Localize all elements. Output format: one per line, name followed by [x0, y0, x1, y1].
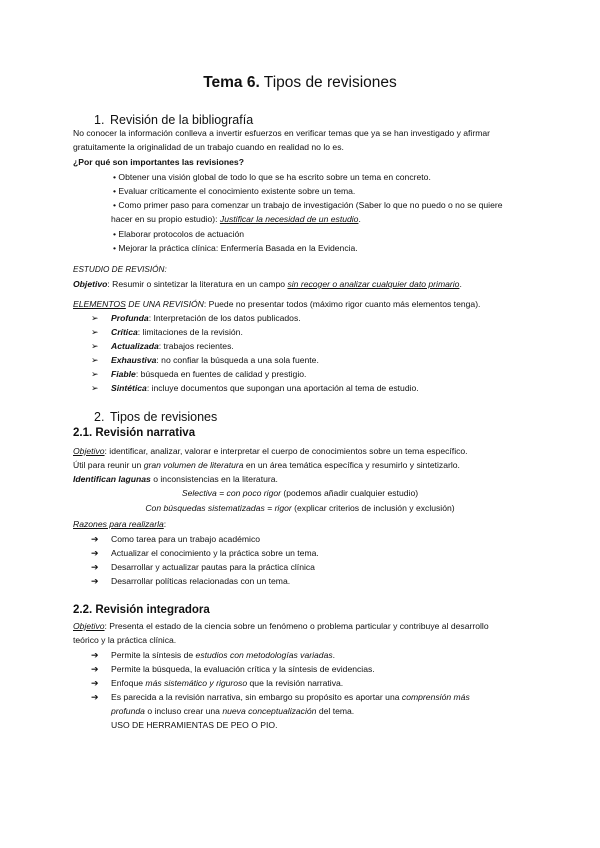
narrativa-selectiva: Selectiva = con poco rigor (podemos añadir cualquier estudio) [181, 488, 419, 498]
page-title [0, 74, 600, 92]
elementos-line: ELEMENTOS DE UNA REVISIÓN: Puede no presentar todos (máximo rigor cuanto más elementos tenga). [73, 299, 481, 309]
estudio-label: ESTUDIO DE REVISIÓN: [73, 265, 167, 274]
integradora-item-1: ➔ Permite la síntesis de estudios con metodologías variadas. [91, 650, 336, 660]
title-bold: Tema 6. [203, 74, 260, 91]
arrow-icon: ➢ [91, 369, 99, 379]
integradora-item-2: ➔ Permite la búsqueda, la evaluación crítica y la síntesis de evidencias. [91, 664, 375, 674]
objetivo-line: Objetivo: Resumir o sintetizar la literatura en un campo sin recoger o analizar cualquier dato primario. [73, 279, 462, 289]
bullet-3: • Como primer paso para comenzar un trabajo de investigación (Saber lo que no puedo o no se quiere [113, 200, 503, 210]
intro-line-2: gratuitamente la originalidad de un trabajo cuando en realidad no lo es. [73, 142, 344, 152]
intro-line-1: No conocer la información conlleva a invertir esfuerzos en verificar temas que ya se han investigado y afirmar [73, 128, 490, 138]
narrativa-util: Útil para reunir un gran volumen de literatura en un área temática específica y resumirlo y sintetizarlo. [73, 460, 460, 470]
elemento-item: ➢ Profunda: Interpretación de los datos publicados. [91, 313, 301, 323]
bullet-3-cont: hacer en su propio estudio): Justificar la necesidad de un estudio. [111, 214, 361, 224]
arrow-icon: ➔ [91, 562, 99, 572]
razones-label: Razones para realizarla: [73, 519, 167, 529]
razon-item: ➔ Como tarea para un trabajo académico [91, 534, 261, 544]
bullet-2: • Evaluar críticamente el conocimiento existente sobre un tema. [113, 186, 356, 196]
integradora-item-3: ➔ Enfoque más sistemático y riguroso que la revisión narrativa. [91, 678, 344, 688]
integradora-objetivo-cont: teórico y la práctica clínica. [73, 635, 177, 645]
bullet-4: • Elaborar protocolos de actuación [113, 229, 245, 239]
arrow-icon: ➔ [91, 576, 99, 586]
razon-item: ➔ Actualizar el conocimiento y la práctica sobre un tema. [91, 548, 319, 558]
elemento-item: ➢ Actualizada: trabajos recientes. [91, 341, 234, 351]
title-rest: Tipos de revisiones [259, 74, 397, 91]
section-1-heading: 1. Revisión de la bibliografía [94, 113, 254, 127]
arrow-icon: ➢ [91, 327, 99, 337]
elemento-item: ➢ Sintética: incluye documentos que supongan una aportación al tema de estudio. [91, 383, 419, 393]
razon-item: ➔ Desarrollar y actualizar pautas para la práctica clínica [91, 562, 315, 572]
integradora-item-4-cont: profunda o incluso crear una nueva conceptualización del tema. [111, 706, 355, 716]
narrativa-lagunas: Identifican lagunas o inconsistencias en la literatura. [73, 474, 278, 484]
arrow-icon: ➢ [91, 383, 99, 393]
narrativa-sistematizada: Con búsquedas sistematizadas = rigor (explicar criterios de inclusión y exclusión) [145, 503, 455, 513]
integradora-item-4: ➔ Es parecida a la revisión narrativa, sin embargo su propósito es aportar una comprensión más [91, 692, 470, 702]
arrow-icon: ➔ [91, 548, 99, 558]
arrow-icon: ➢ [91, 355, 99, 365]
integradora-item-5: USO DE HERRAMIENTAS DE PEO O PIO. [111, 720, 278, 730]
elemento-item: ➢ Exhaustiva: no confiar la búsqueda a una sola fuente. [91, 355, 319, 365]
narrativa-objetivo: Objetivo: identificar, analizar, valorar e interpretar el cuerpo de conocimientos sobre un tema específico. [73, 446, 468, 456]
elemento-item: ➢ Crítica: limitaciones de la revisión. [91, 327, 243, 337]
integradora-objetivo: Objetivo: Presenta el estado de la ciencia sobre un fenómeno o problema particular y contribuye al desarrollo [73, 621, 489, 631]
section-2-heading: 2. Tipos de revisiones [94, 410, 218, 424]
question-heading: ¿Por qué son importantes las revisiones? [73, 157, 244, 167]
arrow-icon: ➢ [91, 341, 99, 351]
razon-item: ➔ Desarrollar políticas relacionadas con un tema. [91, 576, 291, 586]
arrow-icon: ➢ [91, 313, 99, 323]
subsection-2-1-heading: 2.1. Revisión narrativa [73, 427, 196, 439]
elemento-item: ➢ Fiable: búsqueda en fuentes de calidad y prestigio. [91, 369, 307, 379]
arrow-icon: ➔ [91, 534, 99, 544]
bullet-5: • Mejorar la práctica clínica: Enfermería Basada en la Evidencia. [113, 243, 358, 253]
bullet-1: • Obtener una visión global de todo lo que se ha escrito sobre un tema en concreto. [113, 172, 431, 182]
subsection-2-2-heading: 2.2. Revisión integradora [73, 604, 210, 616]
